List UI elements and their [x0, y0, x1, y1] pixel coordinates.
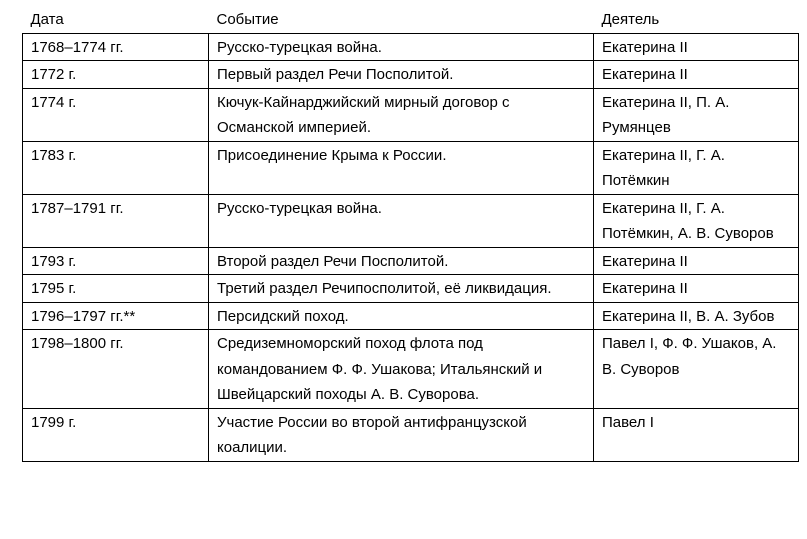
table-row: [23, 33, 799, 61]
cell-event: Русско-турецкая война.: [209, 194, 594, 247]
cell-person: Екатерина II, Г. А. Потёмкин, А. В. Суворов: [594, 194, 799, 247]
header-date: Дата: [23, 6, 209, 33]
cell-event: Присоединение Крыма к России.: [209, 141, 594, 194]
table-row: [23, 61, 799, 89]
cell-date: 1772 г.: [23, 61, 209, 89]
cell-event: Персидский поход.: [209, 302, 594, 330]
header-person: Деятель: [594, 6, 799, 33]
cell-date: 1799 г.: [23, 408, 209, 461]
cell-person: Екатерина II, Г. А. Потёмкин: [594, 141, 799, 194]
cell-person: Павел I, Ф. Ф. Ушаков, А. В. Суворов: [594, 330, 799, 409]
cell-person: Екатерина II, В. А. Зубов: [594, 302, 799, 330]
cell-person: Екатерина II: [594, 247, 799, 275]
cell-person: Екатерина II: [594, 275, 799, 303]
cell-date: 1798–1800 гг.: [23, 330, 209, 409]
cell-date: 1793 г.: [23, 247, 209, 275]
cell-date: 1783 г.: [23, 141, 209, 194]
cell-event: Первый раздел Речи Посполитой.: [209, 61, 594, 89]
table-row: [23, 247, 799, 275]
table-row: [23, 141, 799, 194]
cell-date: 1774 г.: [23, 88, 209, 141]
cell-person: Екатерина II: [594, 61, 799, 89]
cell-event: Кючук-Кайнарджийский мирный договор с Османской империей.: [209, 88, 594, 141]
table-row: [23, 275, 799, 303]
table-row: [23, 194, 799, 247]
events-table: [22, 6, 799, 462]
cell-person: Екатерина II, П. А. Румянцев: [594, 88, 799, 141]
table-row: [23, 302, 799, 330]
cell-date: 1787–1791 гг.: [23, 194, 209, 247]
cell-date: 1796–1797 гг.**: [23, 302, 209, 330]
cell-event: Второй раздел Речи Посполитой.: [209, 247, 594, 275]
cell-event: Участие России во второй антифранцузской коалиции.: [209, 408, 594, 461]
cell-person: Павел I: [594, 408, 799, 461]
table-row: [23, 330, 799, 409]
header-event: Событие: [209, 6, 594, 33]
cell-event: Средиземноморский поход флота под командованием Ф. Ф. Ушакова; Итальянский и Швейцарский походы А. В. Суворова.: [209, 330, 594, 409]
cell-event: Третий раздел Речипосполитой, её ликвидация.: [209, 275, 594, 303]
cell-event: Русско-турецкая война.: [209, 33, 594, 61]
cell-date: 1795 г.: [23, 275, 209, 303]
table-header-row: [23, 6, 799, 33]
table-row: [23, 408, 799, 461]
table-row: [23, 88, 799, 141]
cell-date: 1768–1774 гг.: [23, 33, 209, 61]
cell-person: Екатерина II: [594, 33, 799, 61]
